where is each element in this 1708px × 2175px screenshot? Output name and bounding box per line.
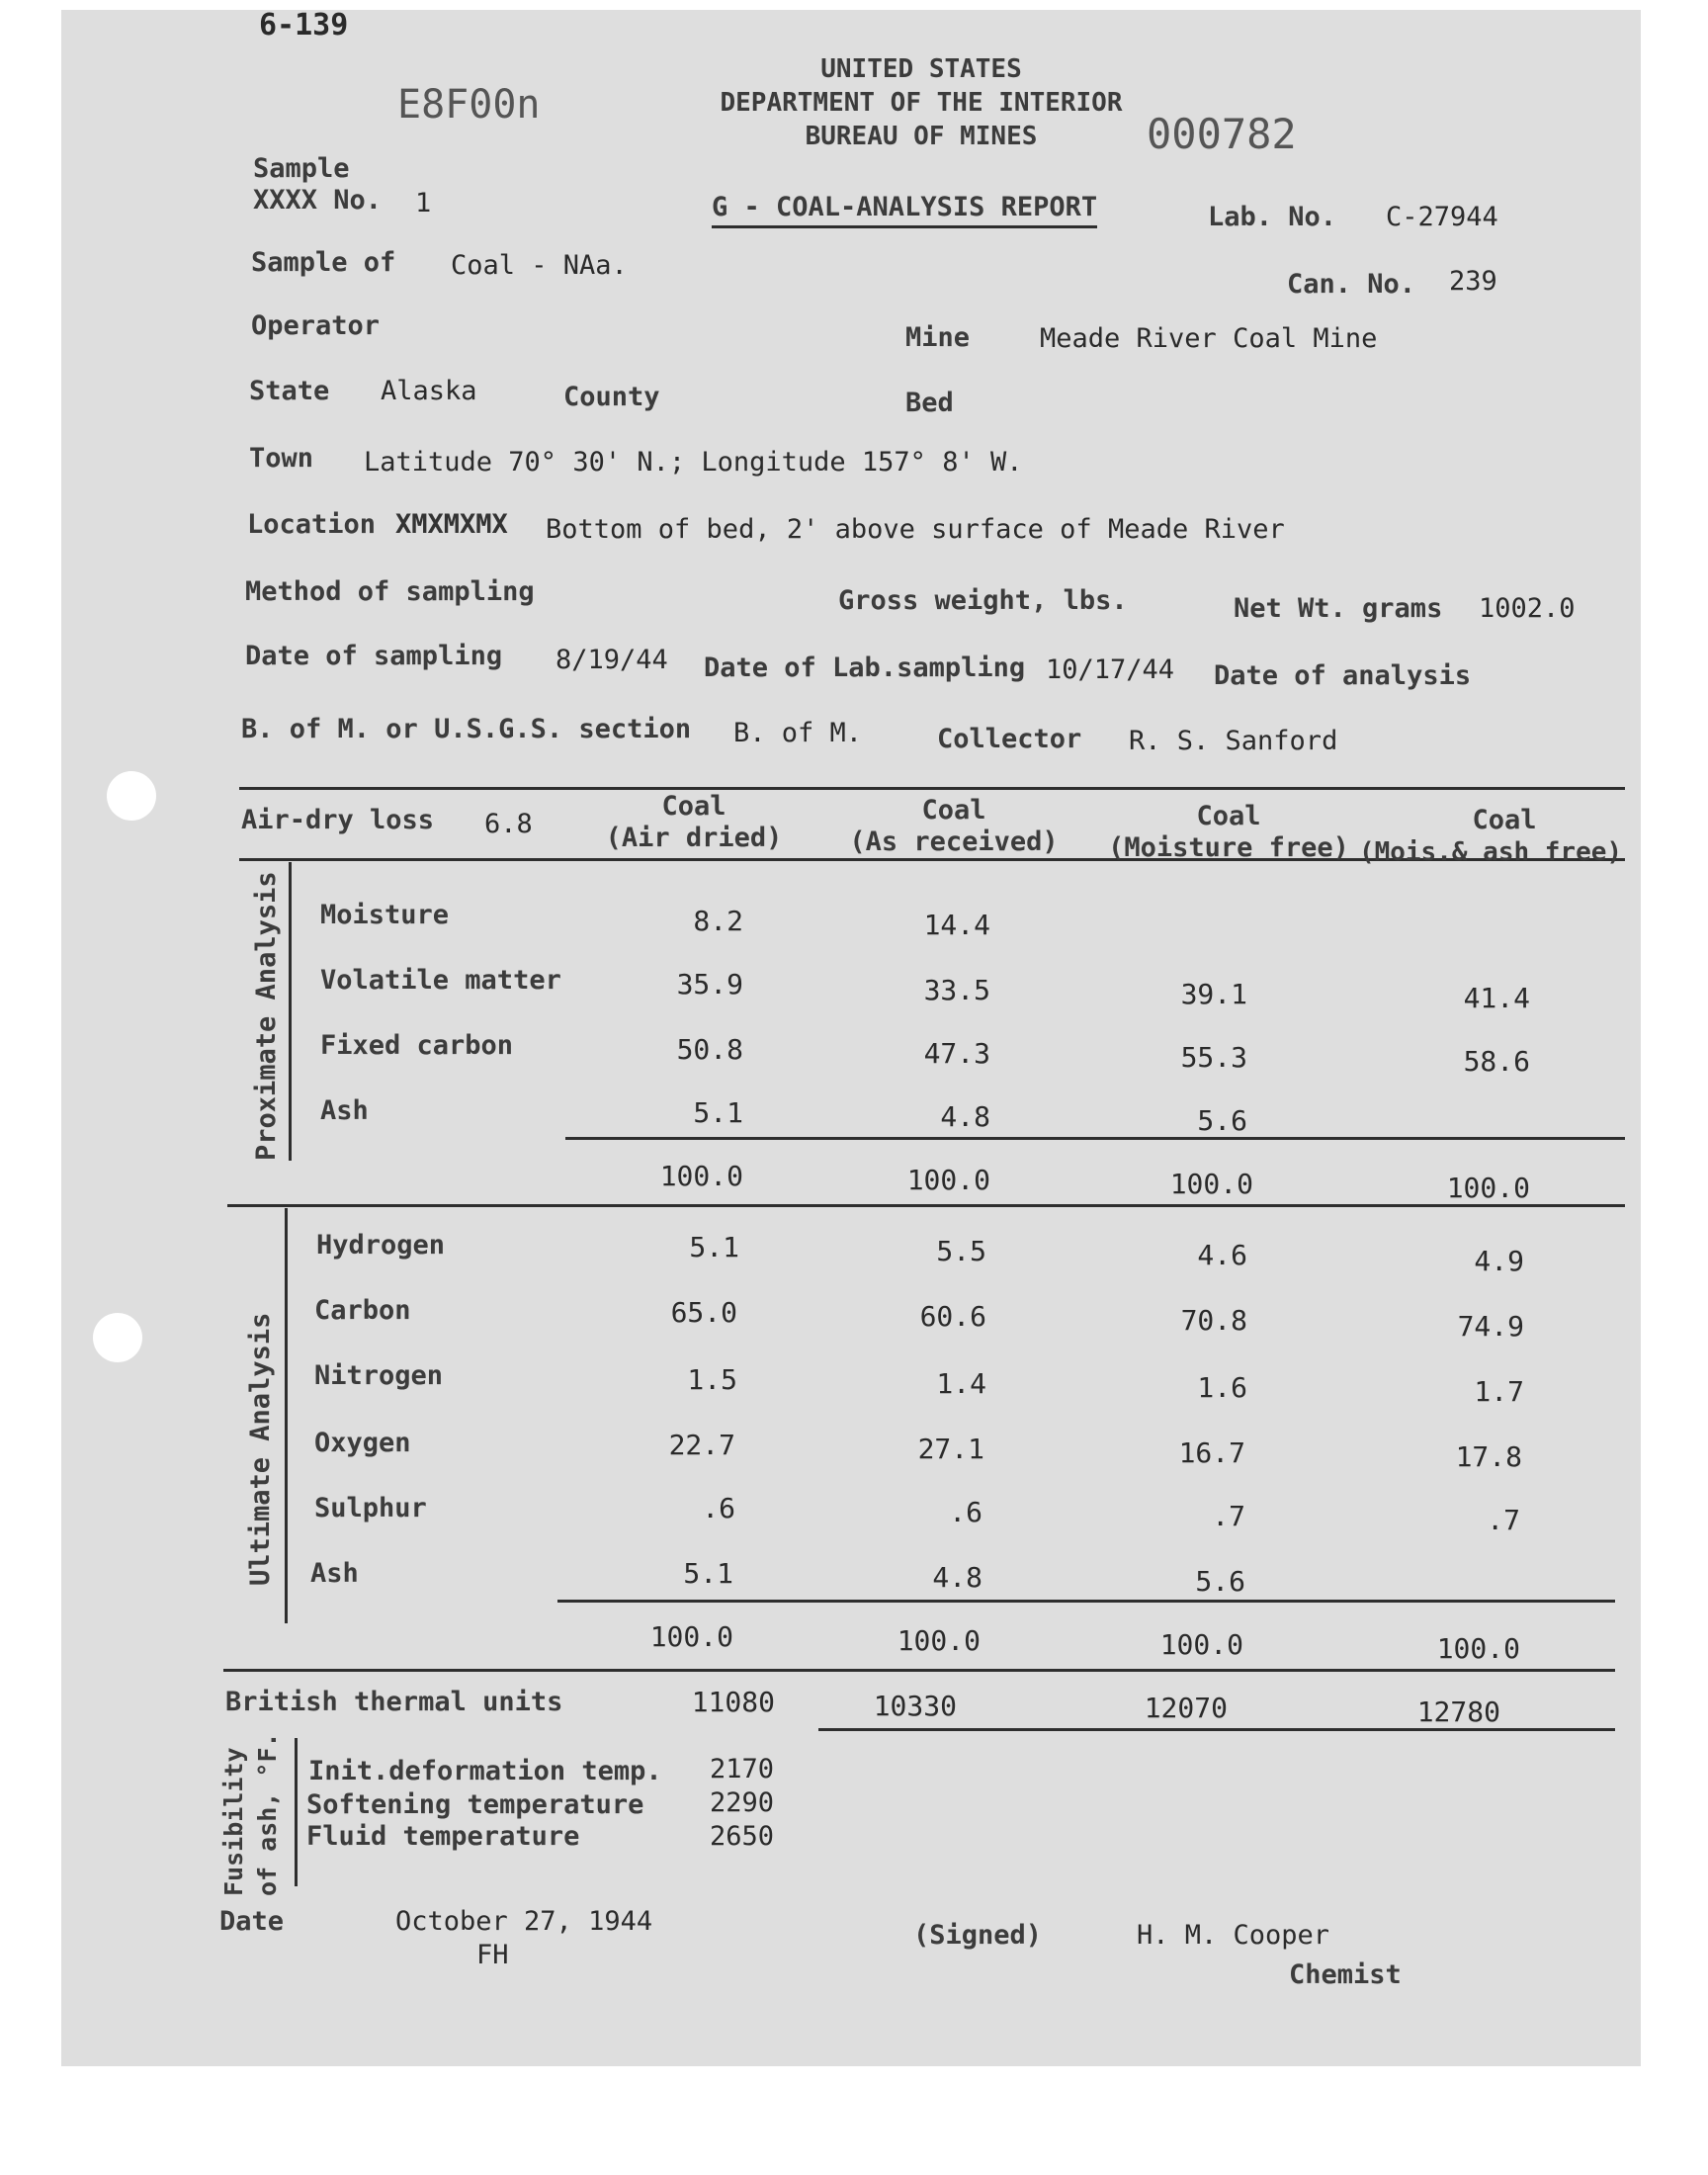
signer-title: Chemist (1289, 1959, 1402, 1990)
cell-as-received: 60.6 (919, 1300, 986, 1333)
cell-moisture-free: 16.7 (1178, 1436, 1245, 1469)
date-sampling-label: Date of sampling (245, 641, 503, 671)
ultimate-row-label: Ash (310, 1558, 359, 1589)
date-lab: 10/17/44 (1046, 654, 1175, 685)
agency-line-3: BUREAU OF MINES (805, 122, 1038, 151)
btu-as-received: 10330 (873, 1690, 957, 1722)
can-no: 239 (1449, 266, 1497, 297)
cell-as-received: 1.4 (936, 1367, 986, 1400)
cell-mois-ash-free: 74.9 (1457, 1310, 1524, 1343)
ultimate-row-label: Carbon (314, 1295, 411, 1326)
fusibility-label-line1: Fusibility (219, 1747, 248, 1896)
cell-as-received: 33.5 (923, 974, 990, 1006)
mine-label: Mine (905, 322, 971, 353)
total-mois-ash-free: 100.0 (1436, 1632, 1520, 1665)
ultimate-row-label: Oxygen (314, 1428, 411, 1458)
cell-air-dried: 35.9 (676, 968, 743, 1000)
county-label: County (563, 382, 660, 412)
net-weight-label: Net Wt. grams (1234, 593, 1443, 624)
cell-moisture-free: 1.6 (1197, 1371, 1247, 1404)
btu-underline (818, 1728, 1615, 1731)
proximate-row-label: Moisture (320, 900, 450, 930)
proximate-row-label: Fixed carbon (320, 1030, 514, 1061)
report-page (61, 10, 1641, 2066)
cell-air-dried: 65.0 (670, 1296, 737, 1329)
ultimate-bottom-rule (223, 1669, 1615, 1672)
date-analysis-label: Date of analysis (1214, 660, 1472, 691)
cell-air-dried: 5.1 (689, 1231, 739, 1263)
fusibility-label: Init.deformation temp. (308, 1756, 662, 1786)
airdry-value: 6.8 (484, 809, 533, 839)
date-lab-label: Date of Lab.sampling (704, 652, 1026, 683)
proximate-subtotal-rule (565, 1137, 1625, 1140)
location-label: Location (247, 509, 377, 540)
ultimate-row-label: Hydrogen (316, 1230, 446, 1261)
proximate-bottom-rule (227, 1204, 1625, 1207)
cell-as-received: .6 (949, 1496, 982, 1528)
cell-air-dried: 5.1 (683, 1557, 733, 1590)
corner-code: 6-139 (259, 10, 349, 43)
method-label: Method of sampling (245, 576, 535, 607)
cell-moisture-free: 5.6 (1197, 1104, 1247, 1137)
total-as-received: 100.0 (897, 1624, 981, 1657)
sample-label: XXXX No. (253, 185, 383, 216)
cell-as-received: 14.4 (923, 909, 990, 941)
proximate-row-label: Ash (320, 1095, 369, 1126)
cell-as-received: 5.5 (936, 1235, 986, 1267)
net-weight: 1002.0 (1479, 593, 1576, 624)
cell-as-received: 4.8 (940, 1100, 990, 1133)
cell-moisture-free: 4.6 (1197, 1239, 1247, 1271)
town-label: Town (249, 443, 314, 474)
can-no-label: Can. No. (1287, 269, 1416, 300)
cell-air-dried: 22.7 (668, 1429, 735, 1461)
location: Bottom of bed, 2' above surface of Meade River (546, 514, 1285, 545)
gross-weight-label: Gross weight, lbs. (838, 585, 1128, 616)
proximate-divider (289, 862, 292, 1161)
fusibility-label: Softening temperature (306, 1789, 644, 1820)
state-label: State (249, 376, 330, 406)
ultimate-analysis-label: Ultimate Analysis (245, 1312, 276, 1586)
signed-label: (Signed) (913, 1920, 1043, 1951)
fusibility-value: 2650 (710, 1821, 775, 1852)
cell-moisture-free: .7 (1212, 1500, 1245, 1532)
stamp-right: 000782 (1147, 110, 1297, 158)
report-title: G - COAL-ANALYSIS REPORT (712, 192, 1097, 228)
section: B. of M. (733, 718, 863, 748)
cell-mois-ash-free: .7 (1487, 1504, 1520, 1536)
sample-no: 1 (415, 188, 432, 218)
ultimate-divider (285, 1208, 288, 1623)
cell-as-received: 4.8 (932, 1561, 982, 1594)
location-struck: XMXMXMX (395, 509, 508, 540)
fusibility-value: 2170 (710, 1754, 775, 1784)
cell-as-received: 27.1 (917, 1433, 984, 1465)
btu-mois-ash-free: 12780 (1416, 1696, 1500, 1728)
signer-name: H. M. Cooper (1137, 1920, 1330, 1951)
cell-moisture-free: 70.8 (1180, 1304, 1247, 1337)
total-moisture-free: 100.0 (1159, 1628, 1243, 1661)
col-as-received-line2: (As received) (849, 826, 1059, 857)
col-mois-ash-free-line2: (Mois.& ash free) (1358, 837, 1623, 867)
col-air-dried-line2: (Air dried) (605, 823, 783, 853)
footer-initials: FH (476, 1940, 509, 1970)
sample-of-label: Sample of (251, 247, 396, 278)
binder-hole-top (107, 771, 156, 821)
town: Latitude 70° 30' N.; Longitude 157° 8' W. (364, 447, 1023, 478)
fusibility-label-line2: of ash, °F. (253, 1732, 282, 1896)
cell-air-dried: 1.5 (687, 1363, 737, 1396)
fusibility-divider (295, 1738, 298, 1886)
ultimate-row-label: Nitrogen (314, 1360, 444, 1391)
cell-mois-ash-free: 4.9 (1474, 1245, 1524, 1277)
col-moisture-free-line2: (Moisture free) (1108, 832, 1349, 863)
cell-moisture-free: 5.6 (1195, 1565, 1245, 1598)
cell-mois-ash-free: 58.6 (1463, 1045, 1530, 1078)
col-mois-ash-free-line1: Coal (1472, 805, 1537, 835)
btu-air-dried: 11080 (691, 1686, 775, 1718)
sample-label-top: Sample (253, 153, 350, 184)
ultimate-subtotal-rule (557, 1600, 1615, 1603)
footer-date: October 27, 1944 (395, 1906, 653, 1937)
total-mois-ash-free: 100.0 (1446, 1172, 1530, 1204)
cell-moisture-free: 55.3 (1180, 1041, 1247, 1074)
cell-air-dried: 8.2 (693, 905, 743, 937)
proximate-analysis-label: Proximate Analysis (251, 871, 282, 1161)
fusibility-value: 2290 (710, 1787, 775, 1818)
ultimate-row-label: Sulphur (314, 1493, 427, 1523)
lab-no: C-27944 (1386, 202, 1498, 232)
section-label: B. of M. or U.S.G.S. section (241, 714, 692, 744)
agency-line-2: DEPARTMENT OF THE INTERIOR (720, 88, 1123, 118)
cell-air-dried: 5.1 (693, 1096, 743, 1129)
agency-line-1: UNITED STATES (820, 54, 1022, 84)
binder-hole-bottom (93, 1313, 142, 1362)
cell-mois-ash-free: 41.4 (1463, 982, 1530, 1014)
total-air-dried: 100.0 (649, 1620, 733, 1653)
col-moisture-free-line1: Coal (1196, 801, 1261, 831)
cell-mois-ash-free: 17.8 (1455, 1440, 1522, 1473)
mine: Meade River Coal Mine (1040, 323, 1378, 354)
state: Alaska (381, 376, 477, 406)
collector-label: Collector (937, 724, 1082, 754)
table-top-rule (239, 787, 1625, 790)
cell-air-dried: .6 (702, 1492, 735, 1524)
airdry-label: Air-dry loss (241, 805, 435, 835)
sample-of: Coal - NAa. (451, 250, 628, 281)
cell-as-received: 47.3 (923, 1037, 990, 1070)
fusibility-label: Fluid temperature (306, 1821, 580, 1852)
footer-date-label: Date (219, 1906, 285, 1937)
lab-no-label: Lab. No. (1208, 202, 1337, 232)
cell-air-dried: 50.8 (676, 1033, 743, 1066)
btu-label: British thermal units (225, 1687, 563, 1717)
total-as-received: 100.0 (906, 1164, 990, 1196)
total-moisture-free: 100.0 (1169, 1168, 1253, 1200)
proximate-row-label: Volatile matter (320, 965, 561, 996)
operator-label: Operator (251, 310, 381, 341)
bed-label: Bed (905, 388, 954, 418)
col-air-dried-line1: Coal (661, 791, 726, 822)
cell-mois-ash-free: 1.7 (1474, 1375, 1524, 1408)
cell-moisture-free: 39.1 (1180, 978, 1247, 1010)
collector: R. S. Sanford (1129, 726, 1338, 756)
stamp-left: E8F00n (397, 82, 541, 128)
btu-moisture-free: 12070 (1144, 1692, 1228, 1724)
total-air-dried: 100.0 (659, 1160, 743, 1192)
col-as-received-line1: Coal (921, 795, 986, 826)
date-sampling: 8/19/44 (555, 645, 668, 675)
